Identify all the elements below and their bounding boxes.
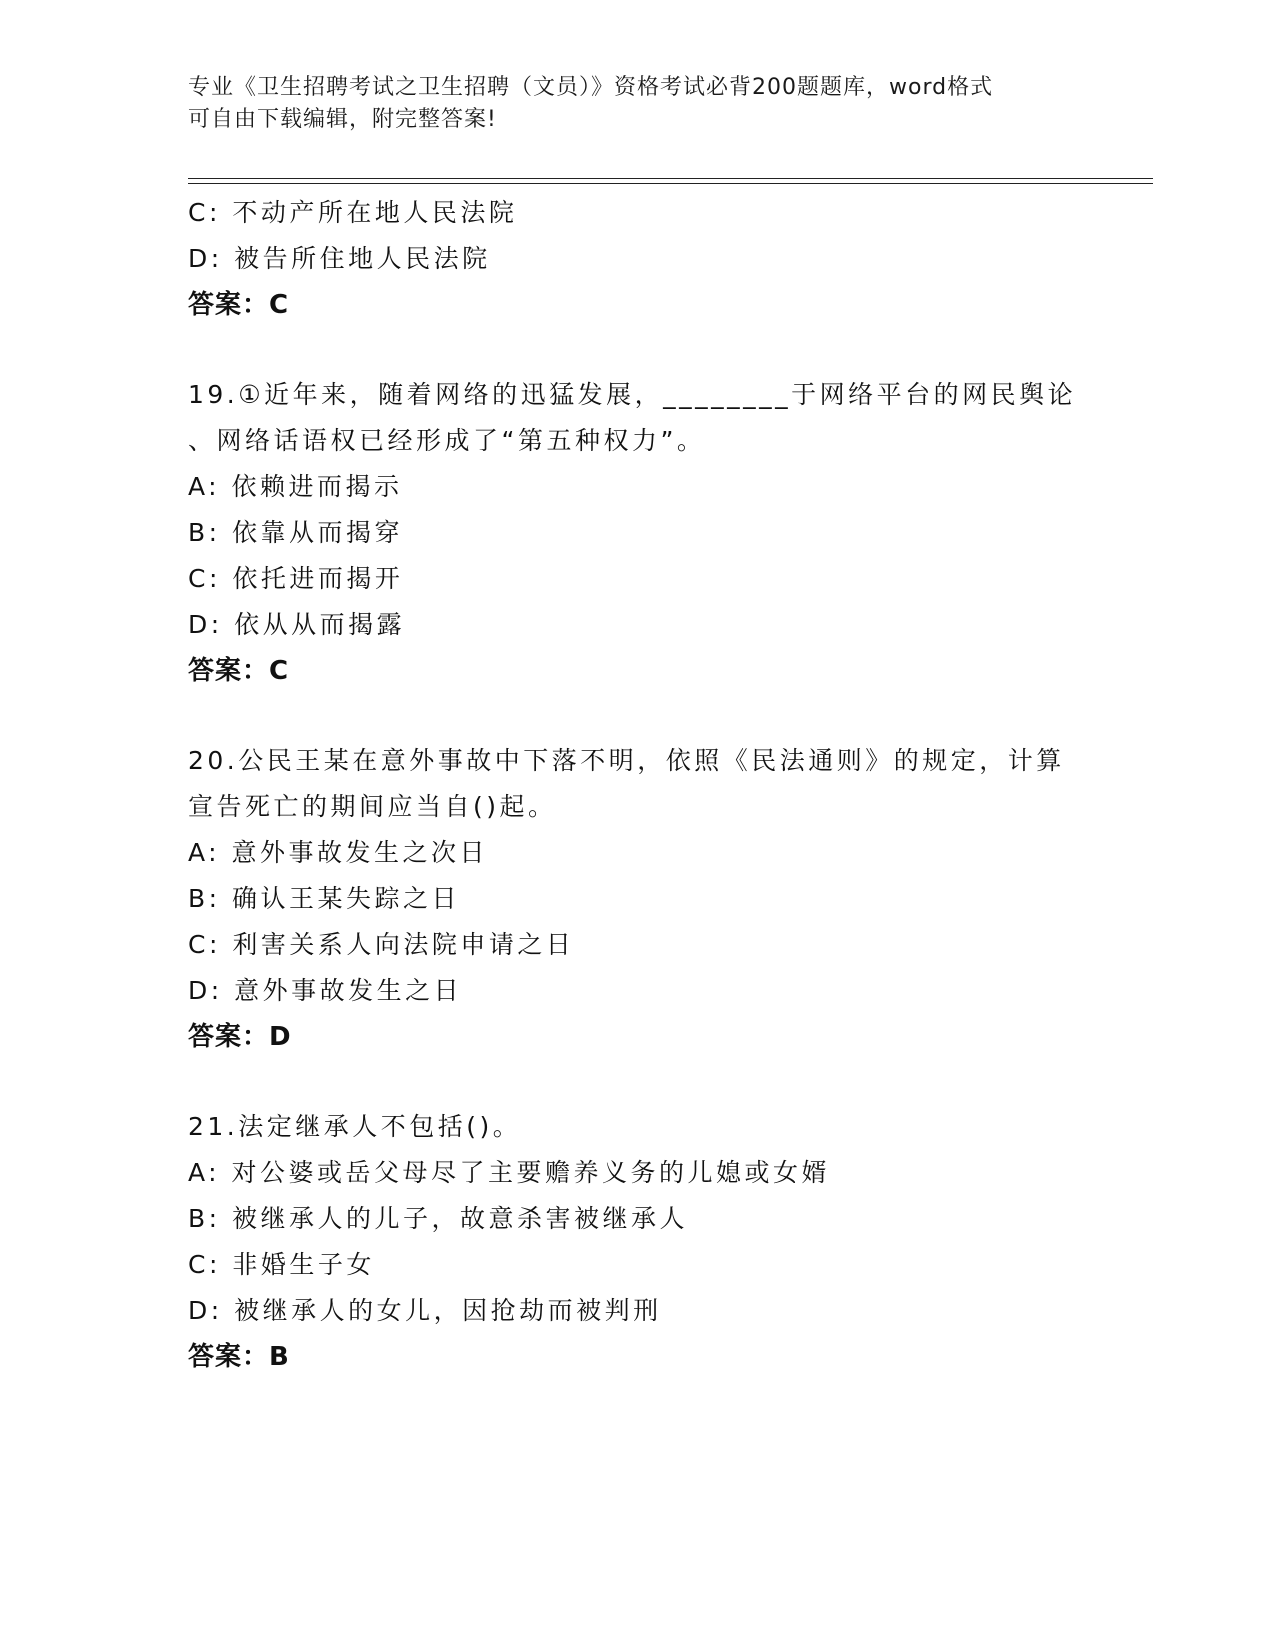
option-d: D: 被继承人的女儿，因抢劫而被判刑 bbox=[188, 1296, 662, 1325]
option-d: D: 被告所住地人民法院 bbox=[188, 244, 491, 273]
option-d: D: 依从从而揭露 bbox=[188, 610, 406, 639]
document-header bbox=[188, 72, 1088, 136]
option-b: B: 依靠从而揭穿 bbox=[188, 518, 404, 547]
header-divider-bottom bbox=[188, 183, 1153, 184]
header-line-2: 可自由下载编辑，附完整答案! bbox=[188, 107, 497, 132]
option-c: C: 依托进而揭开 bbox=[188, 564, 404, 593]
option-a: A: 依赖进而揭示 bbox=[188, 472, 403, 501]
option-c: C: 不动产所在地人民法院 bbox=[188, 198, 518, 227]
answer-line: 答案：D bbox=[188, 1022, 292, 1052]
question-18-continuation bbox=[188, 190, 1088, 328]
question-21 bbox=[188, 1104, 1088, 1380]
answer-line: 答案：C bbox=[188, 656, 290, 686]
option-c: C: 非婚生子女 bbox=[188, 1250, 375, 1279]
question-stem-line: 19.①近年来，随着网络的迅猛发展，________于网络平台的网民舆论 bbox=[188, 380, 1077, 409]
question-stem-line: 、网络话语权已经形成了“第五种权力”。 bbox=[188, 426, 706, 455]
question-20 bbox=[188, 738, 1088, 1060]
question-stem-line: 21.法定继承人不包括()。 bbox=[188, 1112, 522, 1141]
header-divider-top bbox=[188, 178, 1153, 179]
option-b: B: 被继承人的儿子，故意杀害被继承人 bbox=[188, 1204, 689, 1233]
option-c: C: 利害关系人向法院申请之日 bbox=[188, 930, 575, 959]
option-b: B: 确认王某失踪之日 bbox=[188, 884, 461, 913]
option-a: A: 意外事故发生之次日 bbox=[188, 838, 489, 867]
question-content bbox=[188, 190, 1088, 1380]
question-19 bbox=[188, 372, 1088, 694]
answer-line: 答案：C bbox=[188, 290, 290, 320]
option-d: D: 意外事故发生之日 bbox=[188, 976, 463, 1005]
option-a: A: 对公婆或岳父母尽了主要赡养义务的儿媳或女婿 bbox=[188, 1158, 831, 1187]
question-stem-line: 宣告死亡的期间应当自()起。 bbox=[188, 792, 557, 821]
question-stem-line: 20.公民王某在意外事故中下落不明，依照《民法通则》的规定，计算 bbox=[188, 746, 1065, 775]
answer-line: 答案：B bbox=[188, 1342, 290, 1372]
header-line-1: 专业《卫生招聘考试之卫生招聘（文员）》资格考试必背200题题库，word格式 bbox=[188, 75, 994, 100]
